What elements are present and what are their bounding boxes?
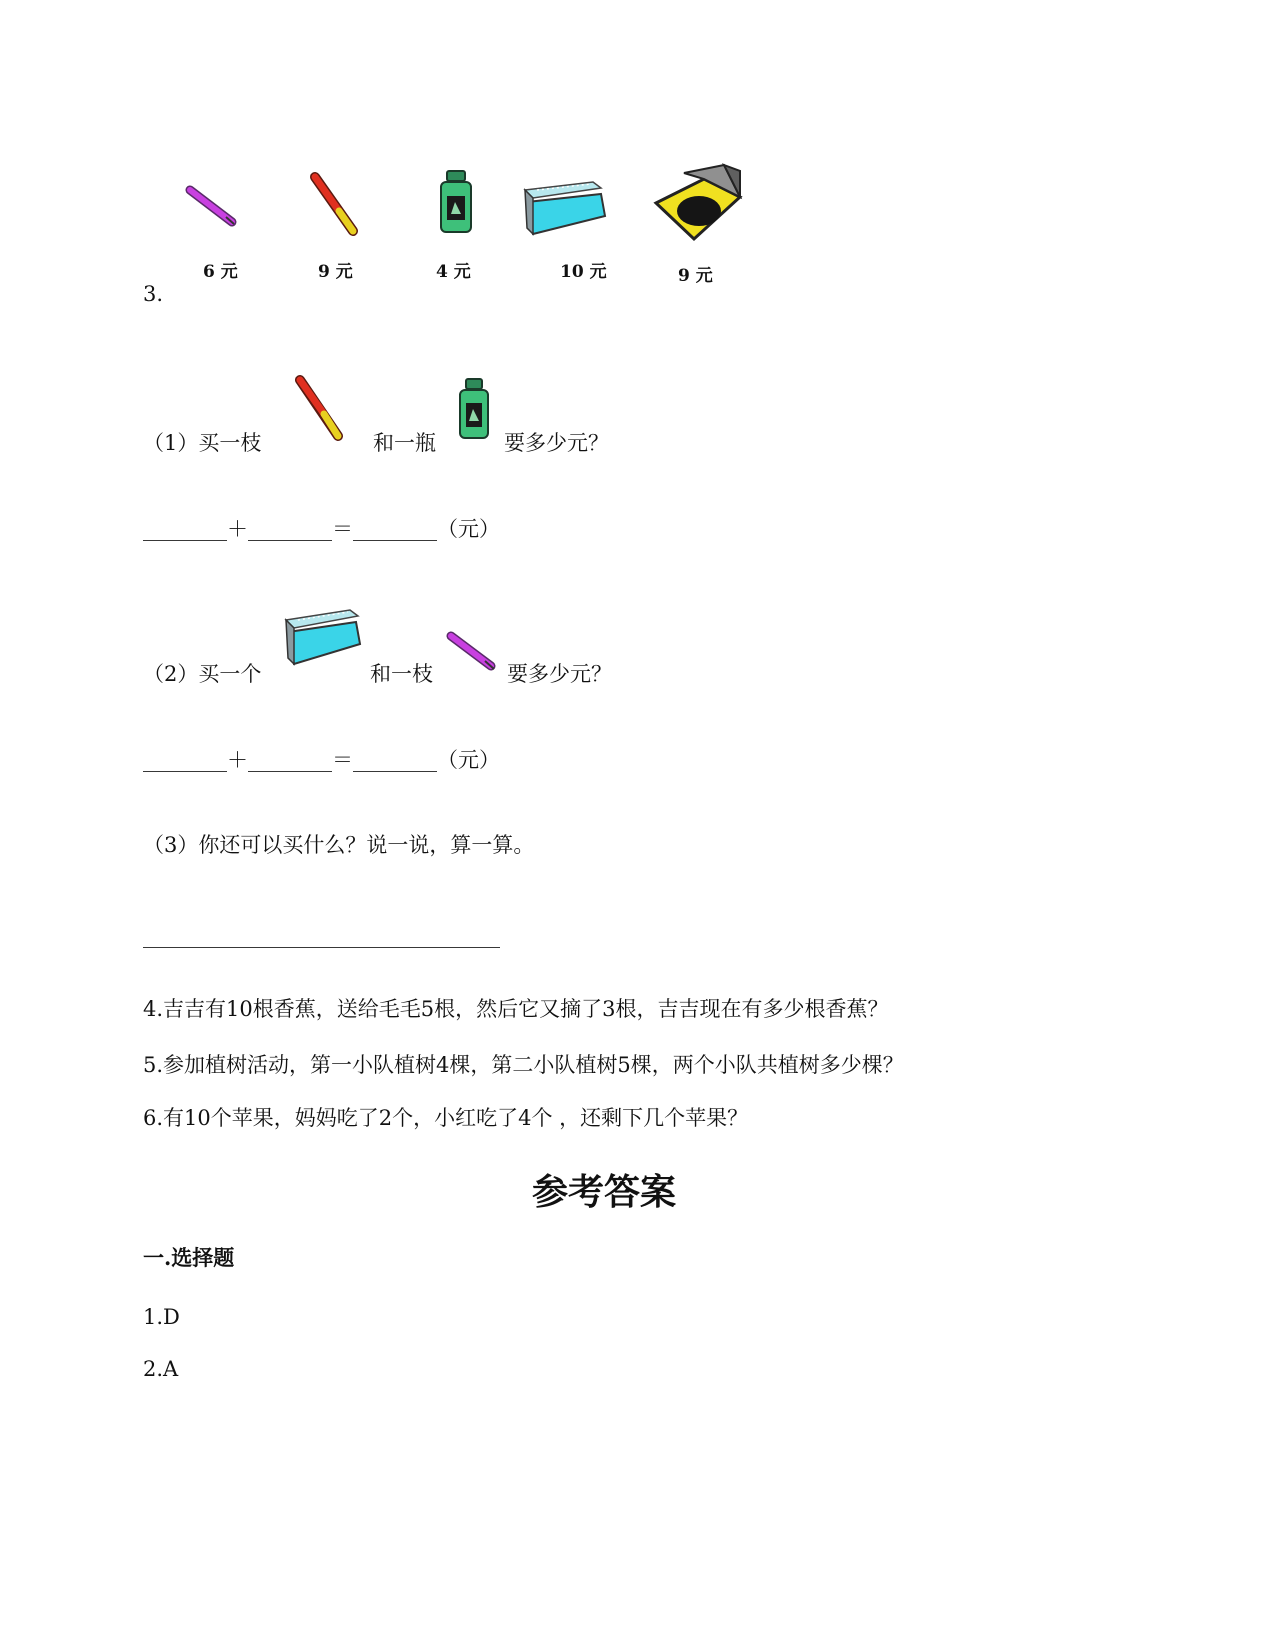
pencil-case-icon bbox=[523, 180, 607, 236]
pen-purple-icon bbox=[447, 632, 497, 672]
item-glue-bottle bbox=[439, 170, 473, 234]
pen-red-icon bbox=[309, 173, 359, 235]
q3-sub1-bottle-image bbox=[459, 378, 489, 440]
q3-sub1-pen-image bbox=[296, 376, 342, 440]
question-6: 6.有10个苹果，妈妈吃了2个，小红吃了4个 ，还剩下几个苹果？ bbox=[143, 1106, 749, 1130]
item-price: 4 元 bbox=[436, 262, 471, 282]
item-pen-red bbox=[309, 173, 359, 235]
pen-red-icon bbox=[296, 376, 342, 440]
answer-2: 2.A bbox=[143, 1357, 179, 1381]
q3-sub3-text: （3）你还可以买什么？说一说，算一算。 bbox=[143, 833, 535, 857]
answer-1: 1.D bbox=[143, 1305, 180, 1329]
item-price: 9 元 bbox=[678, 266, 713, 286]
q3-sub2-pencil-case-image bbox=[284, 608, 362, 666]
q3-sub2-prefix: （2）买一个 bbox=[143, 662, 262, 686]
glue-bottle-icon bbox=[459, 378, 489, 440]
pencil-sharpener-icon bbox=[654, 163, 744, 243]
question-3-number: 3. bbox=[143, 282, 164, 306]
q3-sub2-middle: 和一枝 bbox=[370, 662, 433, 686]
q3-sub2-answer-blank[interactable]: ________＋________＝________（元） bbox=[143, 748, 500, 772]
q3-sub1-prefix: （1）买一枝 bbox=[143, 431, 262, 455]
item-price: 6 元 bbox=[203, 262, 238, 282]
q3-sub2-suffix: 要多少元？ bbox=[507, 662, 612, 686]
q3-sub1-answer-blank[interactable]: ________＋________＝________（元） bbox=[143, 517, 500, 541]
item-pencil-sharpener bbox=[654, 163, 744, 243]
q3-sub3-answer-blank[interactable]: __________________________________ bbox=[143, 924, 500, 948]
question-4: 4.吉吉有10根香蕉，送给毛毛5根，然后它又摘了3根，吉吉现在有多少根香蕉？ bbox=[143, 997, 889, 1021]
item-pencil-case bbox=[523, 180, 607, 236]
item-price: 9 元 bbox=[318, 262, 353, 282]
pen-purple-icon bbox=[186, 186, 236, 226]
question-5: 5.参加植树活动，第一小队植树4棵，第二小队植树5棵，两个小队共植树多少棵？ bbox=[143, 1053, 904, 1077]
q3-sub2-pen-image bbox=[447, 632, 497, 672]
item-price: 10 元 bbox=[560, 262, 607, 282]
glue-bottle-icon bbox=[439, 170, 473, 234]
q3-sub1-suffix: 要多少元？ bbox=[504, 431, 609, 455]
pencil-case-icon bbox=[284, 608, 362, 666]
q3-sub1-middle: 和一瓶 bbox=[373, 431, 436, 455]
item-pen-purple bbox=[186, 186, 236, 226]
answers-section-1: 一.选择题 bbox=[143, 1245, 235, 1270]
answers-title: 参考答案 bbox=[532, 1171, 677, 1213]
